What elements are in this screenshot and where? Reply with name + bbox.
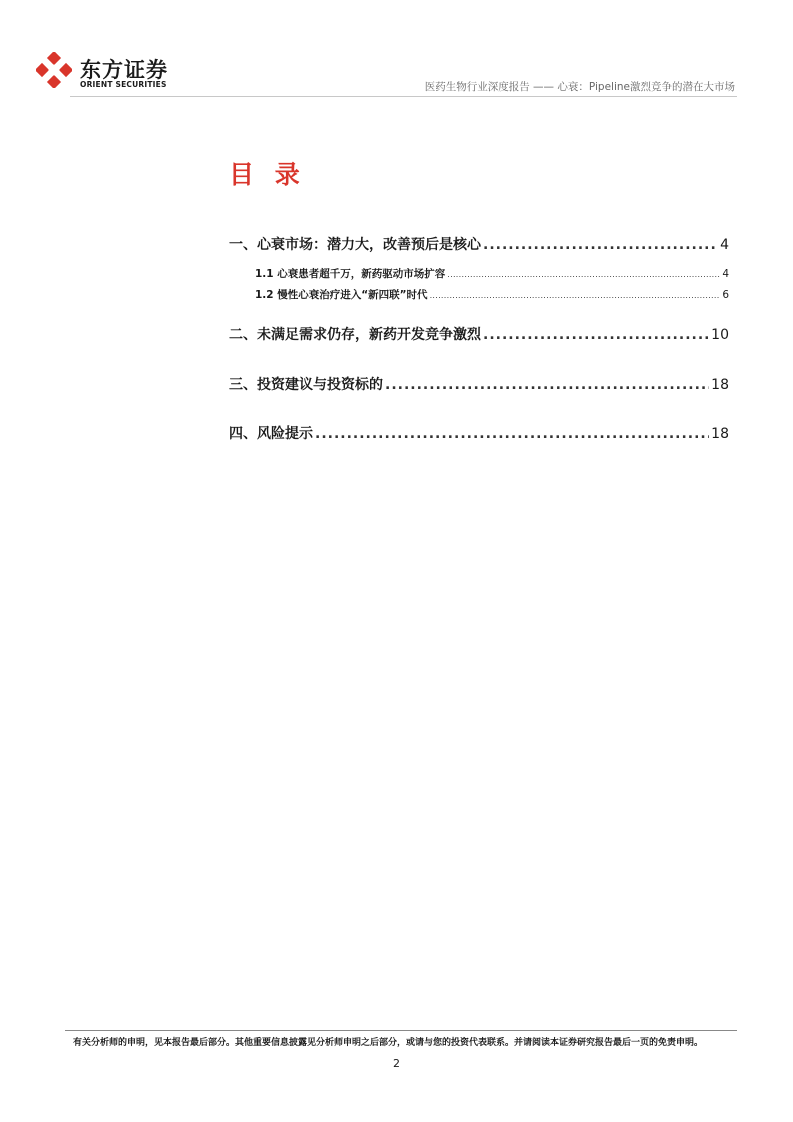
toc-entry-page: 18 — [711, 377, 729, 393]
toc-leader-dots — [385, 377, 709, 393]
page-header — [0, 0, 793, 100]
disclaimer-note: 有关分析师的申明，见本报告最后部分。其他重要信息披露见分析师申明之后部分，或请与您的投资代表联系。并请阅读本证券研究报告最后一页的免责申明。 — [73, 1038, 704, 1048]
toc-entry-section-2[interactable] — [229, 324, 729, 344]
report-title: 医药生物行业深度报告 —— 心衰：Pipeline激烈竞争的潜在大市场 — [424, 81, 735, 93]
toc-entry-label: 一、心衰市场：潜力大，改善预后是核心 — [229, 237, 481, 253]
toc-entry-section-1-1[interactable] — [255, 266, 729, 281]
orient-securities-logo-icon — [36, 52, 72, 88]
company-logo — [36, 52, 176, 96]
toc-leader-dots — [315, 426, 709, 442]
toc-heading: 目 录 — [229, 160, 306, 189]
toc-leader-dots — [430, 291, 721, 300]
toc-leader-dots — [483, 327, 709, 343]
toc-entry-label: 1.2 慢性心衰治疗进入“新四联”时代 — [255, 289, 428, 301]
toc-entry-section-3[interactable] — [229, 374, 729, 394]
toc-entry-section-1-2[interactable] — [255, 287, 729, 302]
toc-entry-label: 三、投资建议与投资标的 — [229, 377, 383, 393]
toc-entry-page: 4 — [720, 237, 729, 253]
toc-entry-page: 6 — [722, 289, 729, 301]
brand-name-cn: 东方证券 — [80, 58, 168, 82]
toc-leader-dots — [483, 237, 718, 253]
toc-entry-page: 10 — [711, 327, 729, 343]
toc-entry-page: 18 — [711, 426, 729, 442]
toc-entry-section-4[interactable] — [229, 423, 729, 443]
toc-leader-dots — [447, 270, 720, 279]
footer-divider — [65, 1030, 737, 1031]
brand-name-en: ORIENT SECURITIES — [80, 80, 167, 89]
toc-entry-section-1[interactable] — [229, 234, 729, 254]
header-divider — [70, 96, 737, 97]
toc-entry-page: 4 — [722, 268, 729, 280]
toc-entry-label: 二、未满足需求仍存，新药开发竞争激烈 — [229, 327, 481, 343]
page-number: 2 — [393, 1057, 400, 1070]
toc-entry-label: 四、风险提示 — [229, 426, 313, 442]
toc-entry-label: 1.1 心衰患者超千万，新药驱动市场扩容 — [255, 268, 446, 280]
